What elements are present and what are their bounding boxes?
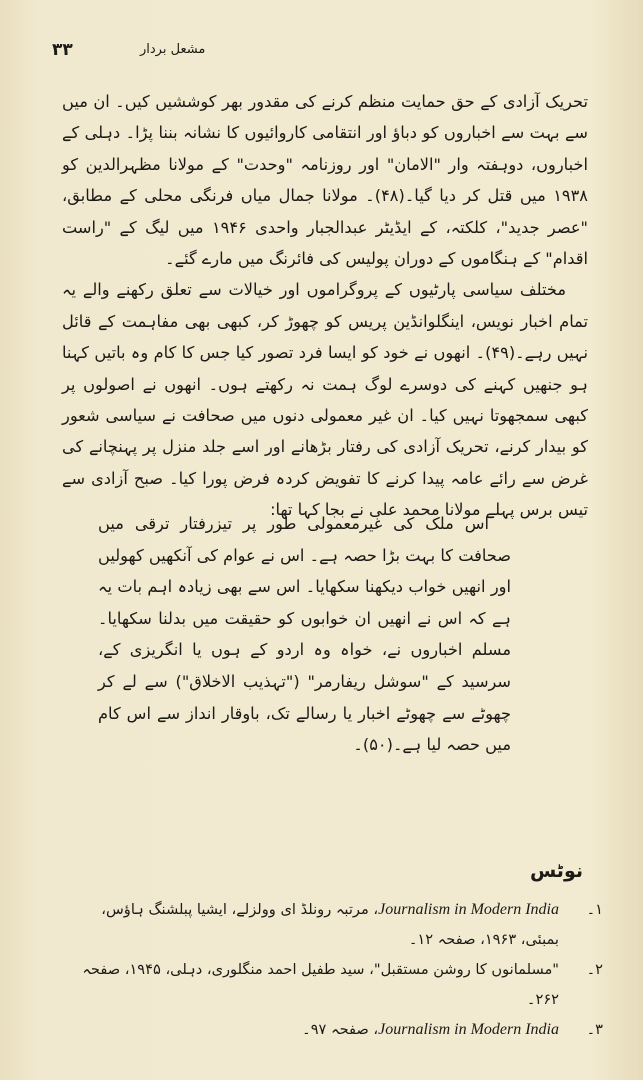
- page-number: ۳۳: [52, 40, 73, 60]
- paragraph-2: مختلف سیاسی پارٹیوں کے پروگراموں اور خیالات سے تعلق رکھنے والے یہ تمام اخبار نویس، اینگلوانڈین پریس کو چھوڑ کر، کبھی بھی مفاہمت کے قائل نہیں رہے۔(۴۹)۔ انھوں نے خود کو ایسا فرد تصور کیا جس کا کام وہ باتیں کہنا ہو جنھیں کہنے کی دوسرے لوگ ہمت نہ رکھتے ہوں۔ انھوں نے اصولوں پر کبھی سمجھوتا نہیں کیا۔ ان غیر معمولی دنوں میں صحافت نے سیاسی شعور کو بیدار کرنے، تحریک آزادی کی رفتار بڑھانے اور اسے جلد منزل پر پہنچانے کی غرض سے رائے عامہ پیدا کرنے کا تفویض کردہ فرض پورا کیا۔ صبح آزادی سے تیس برس پہلے مولانا محمد علی نے بجا کہا تھا:: [62, 280, 588, 520]
- note-3: [58, 1015, 603, 1045]
- note-number: ۳۔: [586, 1021, 603, 1038]
- running-title: مشعل بردار: [140, 42, 206, 57]
- book-title: Journalism in Modern India: [378, 901, 559, 918]
- notes-list: [58, 895, 603, 1045]
- quote-text: اس ملک کی غیرمعمولی طور پر تیزرفتار ترقی میں صحافت کا بہت بڑا حصہ ہے۔ اس نے عوام کی آنکھیں کھولیں اور انھیں خواب دیکھنا سکھایا۔ اس سے بھی زیادہ اہم بات یہ ہے کہ اس نے انھیں ان خوابوں کو حقیقت میں بدلنا سکھایا۔ مسلم اخباروں نے، خواہ وہ اردو کے ہوں یا انگریزی کے، سرسید کے "سوشل ریفارمر" ("تہذیب الاخلاق") سے لے کر چھوٹے سے چھوٹے اخبار یا رسالے تک، باوقار انداز سے اس کام میں حصہ لیا ہے۔(۵۰)۔: [98, 514, 511, 755]
- book-title: Journalism in Modern India: [378, 1021, 559, 1038]
- note-number: ۲۔: [586, 961, 603, 978]
- paragraph-1: تحریک آزادی کے حق حمایت منظم کرنے کی مقدور بھر کوششیں کیں۔ ان میں سے بہت سے اخباروں کو دباؤ اور انتقامی کاروائیوں کا نشانہ بننا پڑا۔ دہلی کے اخباروں، دوہفتہ وار "الامان" اور روزنامہ "وحدت" کے مولانا مظہرالدین کو ۱۹۳۸ میں قتل کر دیا گیا۔(۴۸)۔ مولانا جمال میاں فرنگی محلی کے مطابق، "عصر جدید"، کلکتہ، کے ایڈیٹر عبدالجبار واحدی ۱۹۴۶ میں لیگ کے "راست اقدام" کے ہنگاموں کے دوران پولیس کی فائرنگ میں مارے گئے۔: [62, 92, 588, 269]
- note-text: [58, 895, 559, 925]
- body-text: [62, 86, 588, 526]
- note-text: "مسلمانوں کا روشن مستقبل"، سید طفیل احمد منگلوری، دہلی، ۱۹۴۵، صفحہ ۲۶۲۔: [82, 961, 559, 1008]
- note-2: [58, 955, 603, 1015]
- note-detail: ، مرتبہ رونلڈ ای وولزلے، ایشیا پبلشنگ ہاؤس،: [101, 901, 379, 918]
- note-1: [58, 895, 603, 925]
- note-text: [58, 1015, 559, 1045]
- block-quote: [98, 508, 511, 761]
- note-number: ۱۔: [586, 901, 603, 918]
- note-detail: ، صفحہ ۹۷۔: [302, 1021, 379, 1038]
- page-header: [0, 28, 643, 68]
- notes-heading: نوٹس: [529, 860, 583, 882]
- note-1-continued: بمبئی، ۱۹۶۳، صفحہ ۱۲۔: [408, 931, 559, 948]
